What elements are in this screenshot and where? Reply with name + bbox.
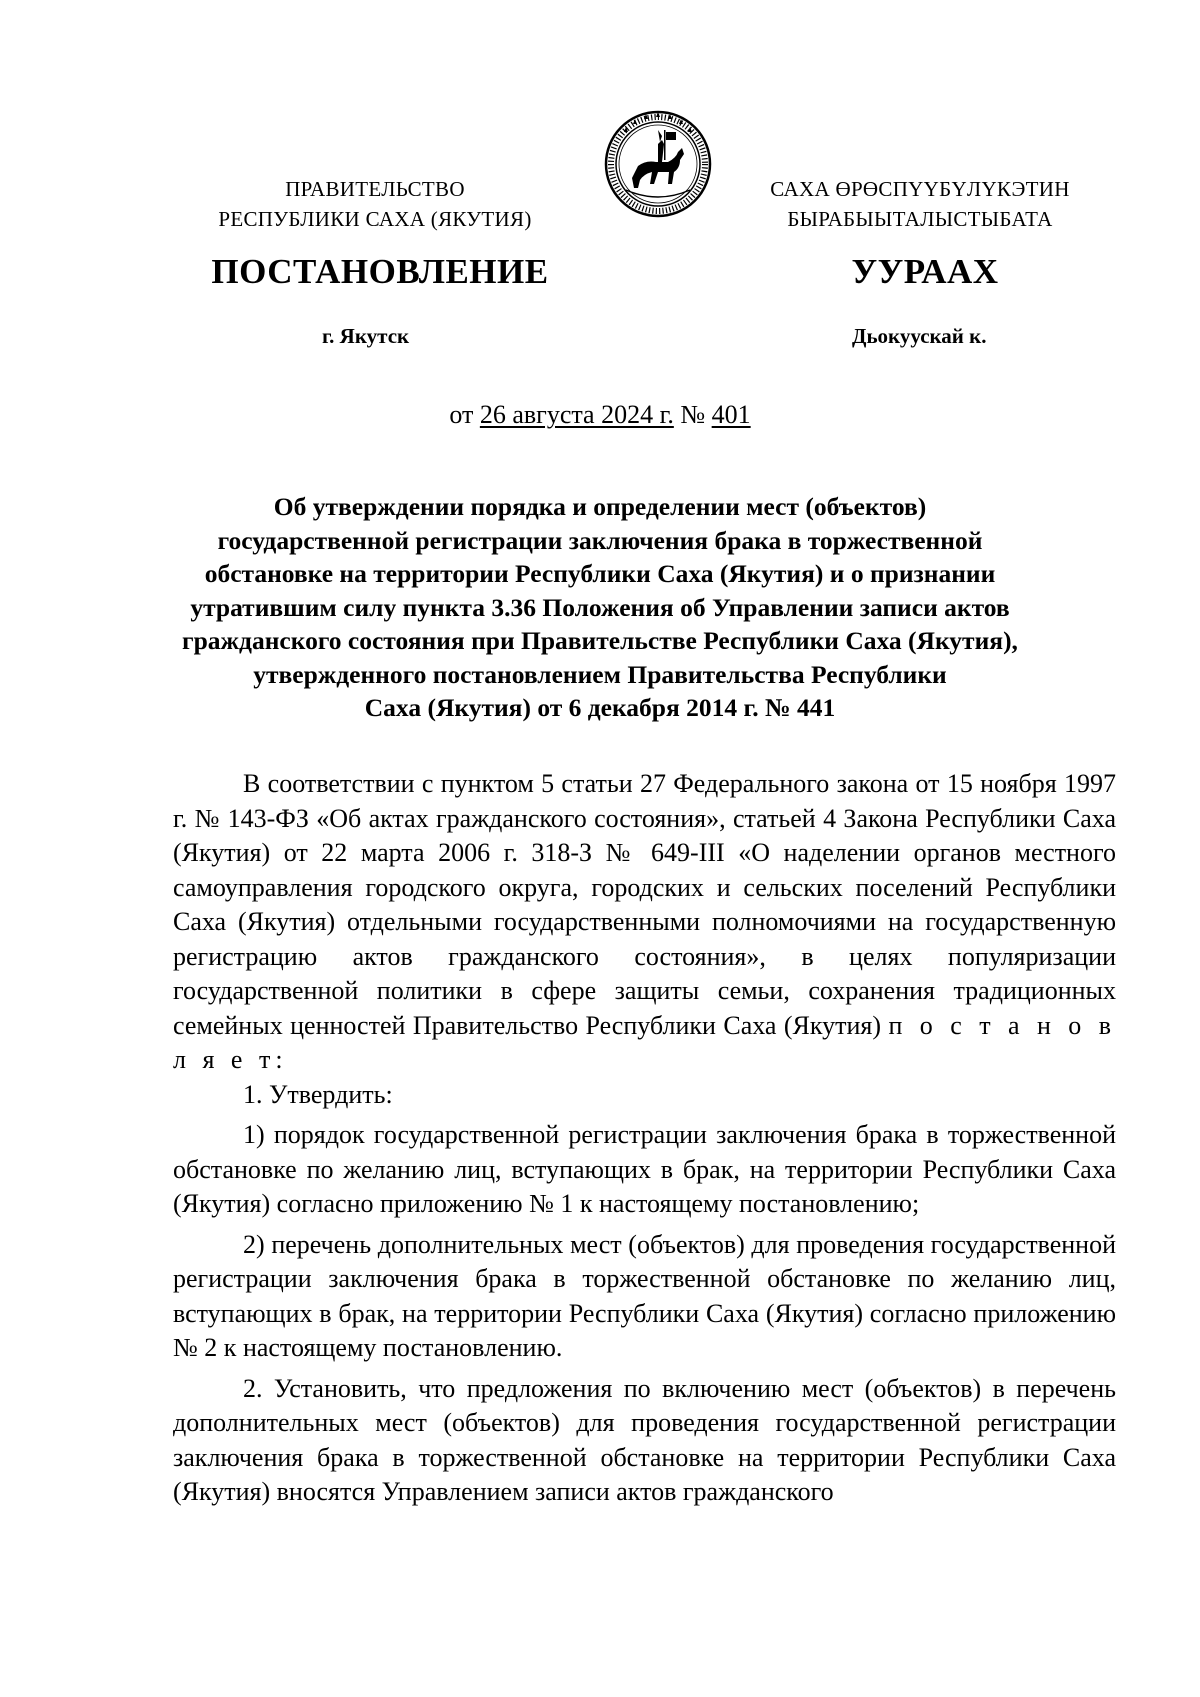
- city-dyokuuskai: Дьокуускай к.: [852, 324, 987, 348]
- header-right-line2: БЫРАБЫЫТАЛЫСТЫБАТА: [787, 207, 1053, 231]
- document-title-line: утратившим силу пункта 3.36 Положения об Управлении записи актов: [190, 592, 1010, 622]
- preamble-text: В соответствии с пунктом 5 статьи 27 Федерального закона от 15 ноября 1997 г. № 143-ФЗ «Об актах гражданского состояния», статьей 4 Закона Республики Саха (Якутия) от 22 марта 2006 г. 318-З № 649-III «О наделении органов местного самоуправления городского округа, городских и сельских поселений Республики Саха (Якутия) отдельными государственными полномочиями на государственную регистрацию актов гражданского состояния», в целях популяризации государственной политики в сфере защиты семьи, сохранения традиционных семейных ценностей Правительство Республики Саха (Якутия): [173, 769, 1116, 1040]
- document-body: [173, 767, 1116, 1510]
- document-title-line: обстановке на территории Республики Саха (Якутия) и о признании: [204, 559, 996, 588]
- header-left: [170, 174, 580, 234]
- header-left-line1: ПРАВИТЕЛЬСТВО: [285, 177, 465, 201]
- document-title-line: утвержденного постановлением Правительства Республики: [253, 659, 947, 689]
- decree-number: 401: [711, 400, 751, 429]
- preamble-paragraph: [173, 767, 1116, 1078]
- title-postanovlenie: ПОСТАНОВЛЕНИЕ: [211, 252, 549, 291]
- item-1-1: 1) порядок государственной регистрации заключения брака в торжественной обстановке по желанию лиц, вступающих в брак, на территории Республики Саха (Якутия) согласно приложению № 1 к настоящему постановлению;: [173, 1120, 1116, 1218]
- header-left-line2: РЕСПУБЛИКИ САХА (ЯКУТИЯ): [218, 207, 532, 231]
- item-2: 2. Установить, что предложения по включению мест (объектов) в перечень дополнительных мест (объектов) для проведения государственной регистрации заключения брака в торжественной обстановке на территории Республики Саха (Якутия) вносятся Управлением записи актов гражданского: [173, 1373, 1116, 1506]
- date-line: [0, 400, 1200, 430]
- header-right: [730, 174, 1110, 234]
- item-1: 1. Утвердить:: [243, 1079, 393, 1109]
- document-title-line: Об утверждении порядка и определении мест (объектов): [273, 492, 927, 521]
- coat-of-arms-emblem: [602, 108, 714, 220]
- document-title: [150, 490, 1050, 725]
- title-uuraah: УУРААХ: [851, 252, 999, 291]
- item-1-2: 2) перечень дополнительных мест (объектов) для проведения государственной регистрации заключения брака в торжественной обстановке по желанию лиц, вступающих в брак, на территории Республики Саха (Якутия) согласно приложению № 2 к настоящему постановлению.: [173, 1229, 1116, 1362]
- decree-word: п о с т а н о в л я е т:: [173, 1010, 1117, 1074]
- date-prefix: от: [449, 400, 474, 429]
- document-title-line: гражданского состояния при Правительстве Республики Саха (Якутия),: [182, 626, 1018, 655]
- decree-date: 26 августа 2024 г.: [479, 400, 674, 429]
- number-sign: №: [680, 400, 706, 429]
- document-title-line: Саха (Якутия) от 6 декабря 2014 г. № 441: [364, 693, 836, 722]
- document-title-line: государственной регистрации заключения брака в торжественной: [217, 525, 983, 555]
- header-right-line1: САХА ӨРӨСПҮҮБҮЛҮКЭТИН: [770, 177, 1070, 201]
- city-yakutsk: г. Якутск: [322, 324, 410, 348]
